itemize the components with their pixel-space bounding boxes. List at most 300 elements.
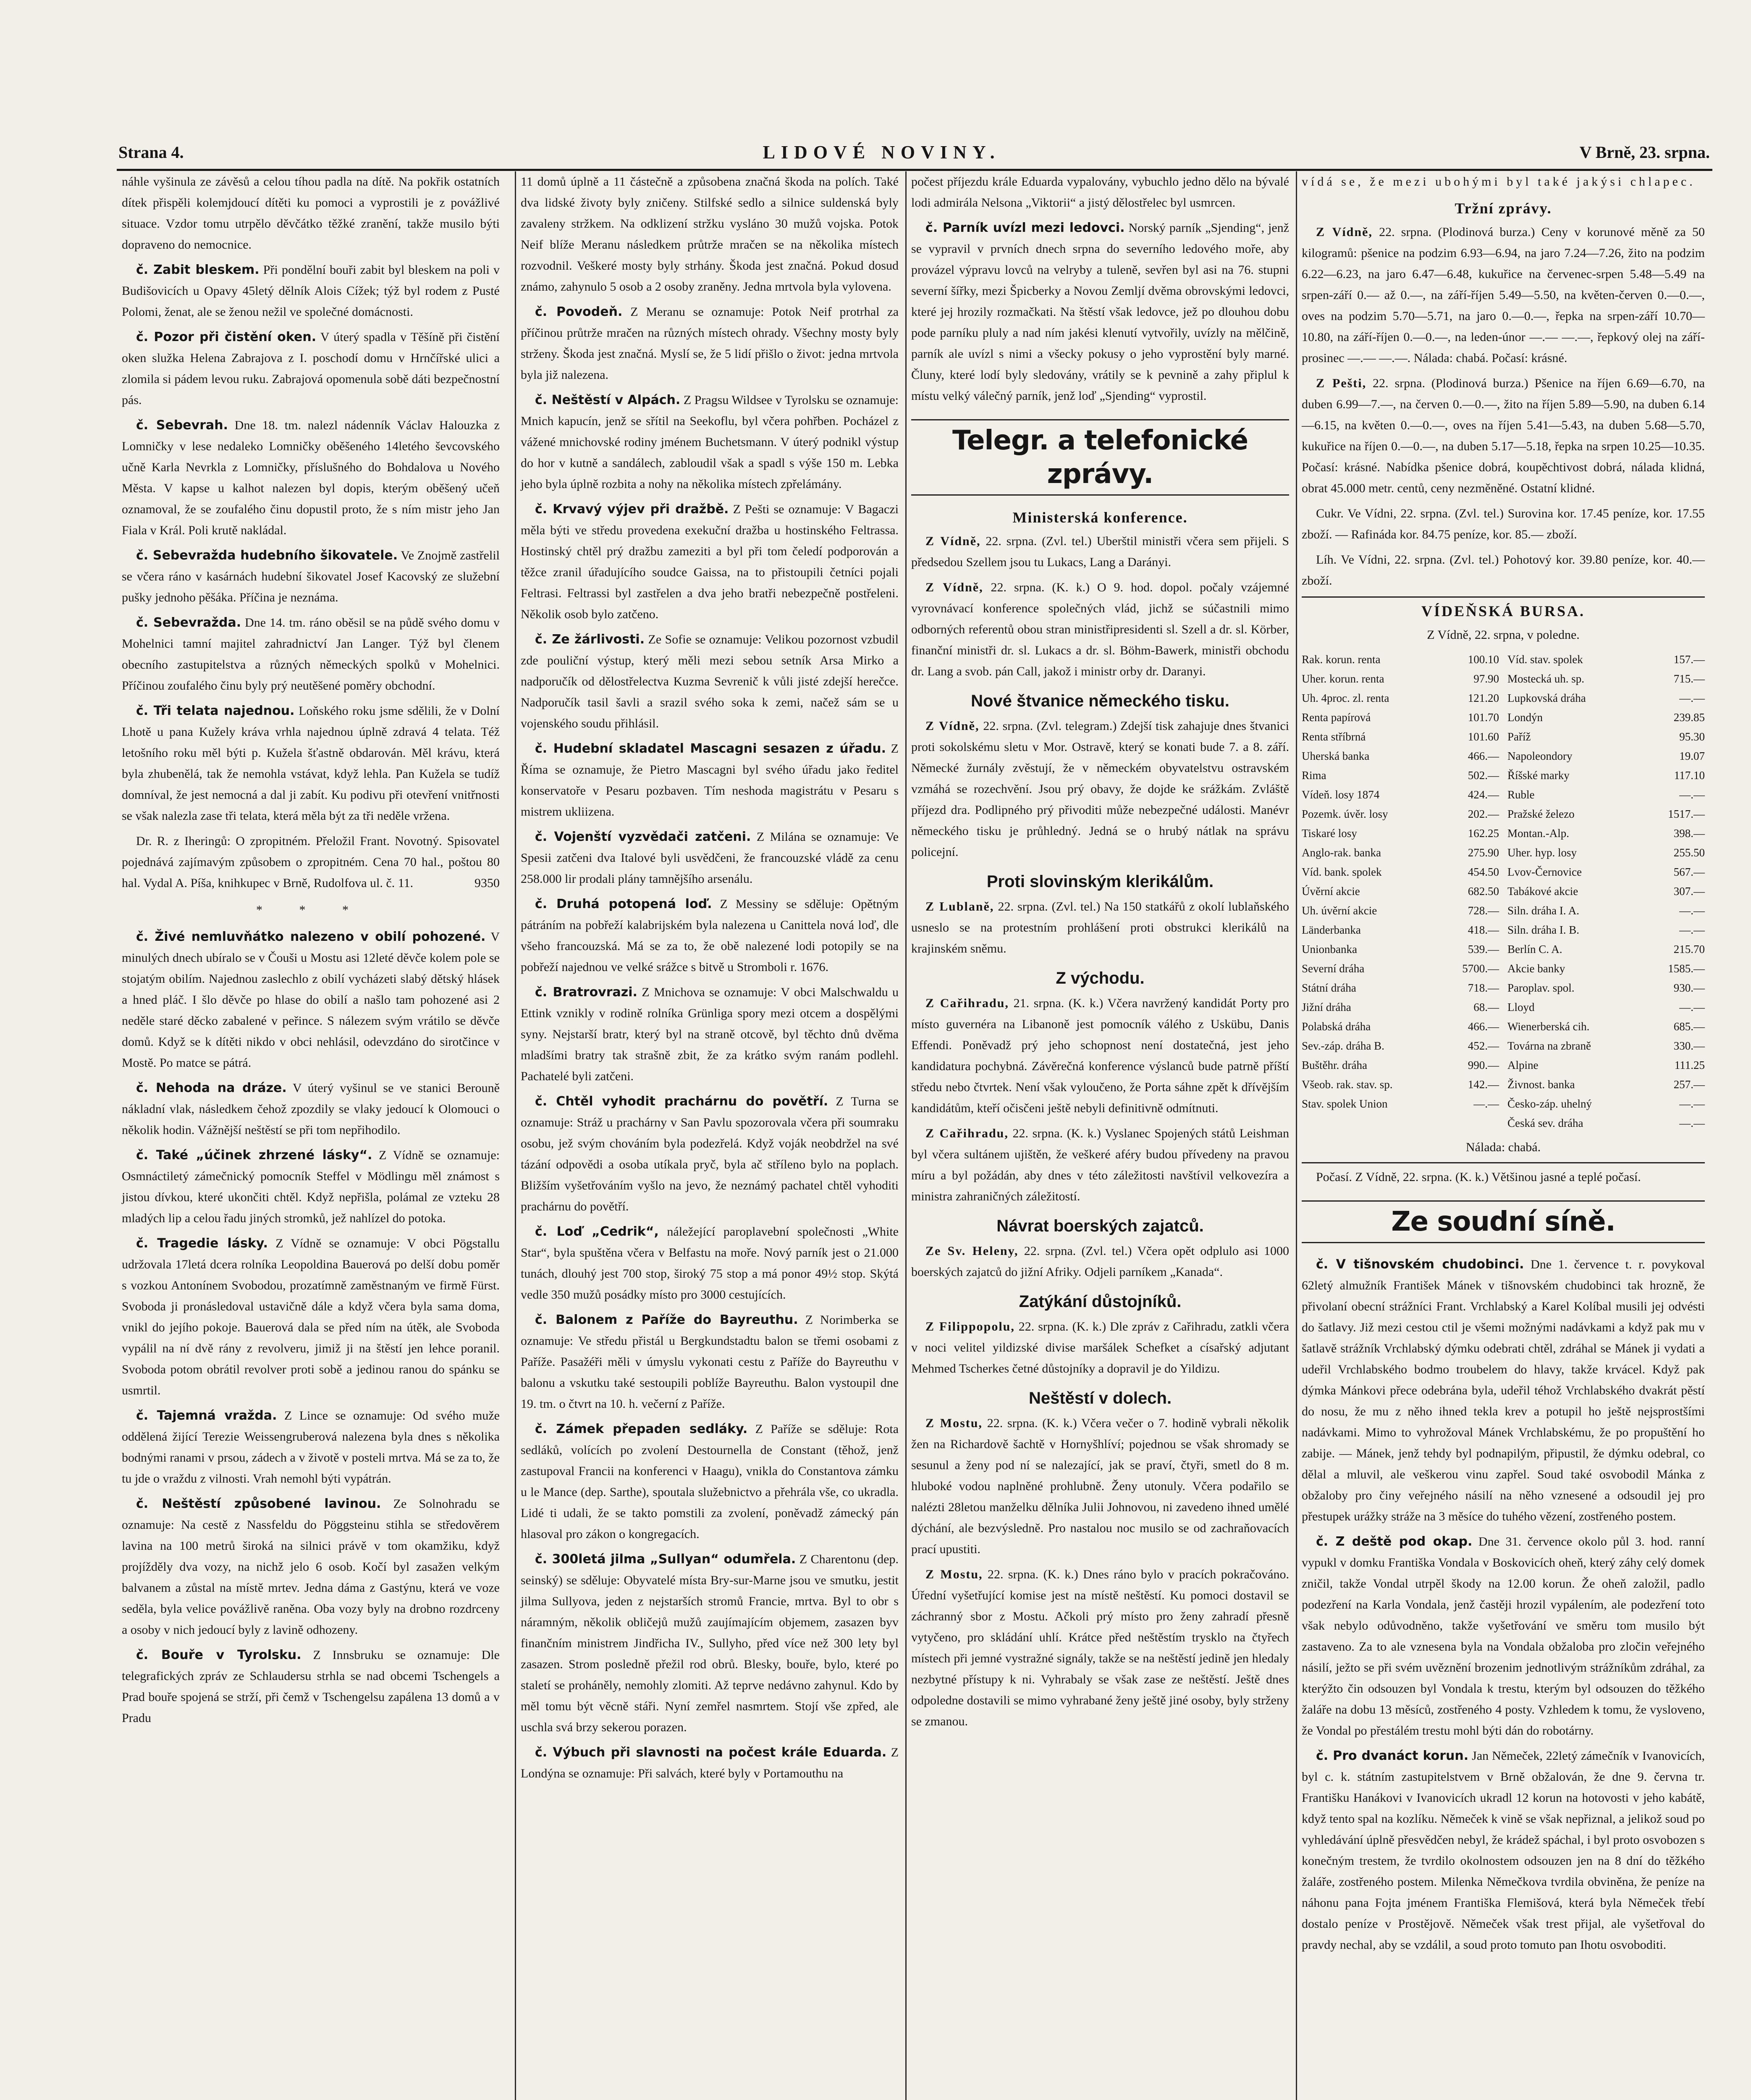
- quote-name: Sev.-záp. dráha B.: [1302, 1040, 1384, 1052]
- column-4: [1302, 171, 1705, 1960]
- article-text: Z Meranu se oznamuje: Potok Neif protrhal za příčinou průtrže mračen na různých místech ohrady. Všechny mosty byly strženy. Škoda jest značná. Myslí se, že 5 lidí přišlo o život: jedna mrtvola byla již nalezena.: [521, 305, 899, 382]
- quote-value: 930.—: [1673, 982, 1705, 994]
- quote-row: [1507, 920, 1705, 940]
- quote-value: 19.07: [1679, 750, 1705, 762]
- article: [521, 1549, 899, 1738]
- article-text: Z Vídně se oznamuje: V obci Pögstallu udržovala 17letá dcera rolníka Leopoldina Bauerová po delší dobu poměr s vozkou Antonínem Svobodou, prozatímně zaměstnaným ve firmě Fürst. Svoboda ji pronásledoval ustavičně dále a když včera byla sama doma, vnikl do jejího pokoje. Bauerová dala se před ním na útěk, ale Svoboda vypálil na ní dvě rány z revolveru, jimiž ji na štěstí jen lehce poranil. Svoboda potom obrátil revolver proti sobě a jedinou ranou do spánku se usmrtil.: [122, 1236, 500, 1397]
- article: Z Vídně, 22. srpna. (Zvl. tel.) Uberštil ministři včera sem přijeli. S předsedou Szellem jsou tu Lukacs, Lang a Darányi.: [911, 534, 1290, 569]
- quote-value: —.—: [1679, 1097, 1705, 1110]
- article-text: O 9. hod. dopol. počaly vzájemné vyrovnávací konference společných vlád, jichž se súčastnili mimo odborných referentů obou stran ministřipresidenti sl. Szell a dr. sl. Körber, finanční ministři dr. sl. Lukacs a dr. sl. Böhm-Bawerk, ministři obchodu dr. Lang a svob. pán Call, jakož i ministr orby dr. Daranyi.: [911, 580, 1289, 678]
- quote-name: Uherská banka: [1302, 750, 1370, 762]
- quote-value: 215.70: [1673, 943, 1705, 956]
- quote-value: 715.—: [1673, 672, 1705, 685]
- quote-row: [1507, 1017, 1705, 1036]
- quote-value: 502.—: [1468, 769, 1499, 782]
- quote-row: [1507, 824, 1705, 843]
- article-heading: č. Tragedie lásky.: [136, 1236, 268, 1251]
- article-heading: č. Ze žárlivosti.: [535, 632, 645, 647]
- article-text: počest příjezdu krále Eduarda vypalovány, vybuchlo jedno dělo na bývalé lodi admirála Nelsona „Viktorii“ a jistý dělostřelec byl usmrcen.: [911, 175, 1289, 210]
- quote-name: Polabská dráha: [1302, 1020, 1371, 1033]
- quote-name: Siln. dráha I. A.: [1507, 904, 1579, 917]
- quote-value: 990.—: [1468, 1059, 1499, 1071]
- quote-row: [1302, 920, 1499, 940]
- article-text: Z Lince se oznamuje: Od svého muže oddělená žijící Terezie Weissengruberová nalezena byla dnes s několika bodnými ranami v prsou, zádech a v životě v posteli mrtva. Má se za to, že tu jde o vraždu z vilnosti. Vrah nemohl býti vypátrán.: [122, 1409, 500, 1486]
- section-box: [1302, 1200, 1705, 1243]
- quote-value: 97.90: [1473, 672, 1499, 685]
- article-text: Z Messiny se sděluje: Opětným pátráním na pobřeží kalabrijském byla nalezena u Canittela nová loď, dle všeho francouzská. Má se za to, že obě nalezené lodi potopily se na pobřeží najednou ve velké srážce s bitvě u Stromboli r. 1676.: [521, 897, 899, 974]
- article-text: Loňského roku jsme sdělili, že v Dolní Lhotě u pana Kužely kráva vrhla najednou úplně zdravá 4 telata. Též letošního roku měl býti p. Kužela šťastně obdarován. Měl krávu, která byla zhubenělá, tak že nemohla vstávat, když lehla. Pan Kužela se tudíž domníval, že jest nemocná a dal ji zabít. Ku podivu při otevření vnitřnosti se však nalezla zase tři telata, která měla být za tři neděle vržena.: [122, 704, 500, 823]
- quote-name: Pražské železo: [1507, 808, 1575, 820]
- quote-name: Anglo-rak. banka: [1302, 846, 1381, 859]
- article-text: Z Innsbruku se oznamuje: Dle telegrafických zpráv ze Schlaudersu strhla se nad obcemi Tschengels a Prad bouře spojená se strží, při čemž v Tschengelsu zapálena 13 domů a v Pradu: [122, 1648, 500, 1725]
- subsection-heading: Nové štvanice německého tisku.: [971, 692, 1229, 710]
- quote-name: Rak. korun. renta: [1302, 653, 1381, 666]
- article-text: Zdejší tisk zahajuje dnes štvanici proti sokolskému sletu v Mor. Ostravě, který se konati bude 7. a 8. září. Německé žurnály zvěstují, že v německém obyvatelstvu ostravském vzmáhá se rozechvění. Jsou prý obavy, že dojde ke srážkám. Zvláště příjezd dra. Podlipného prý přivoditi může nebezpečné události. Manévr německého tisku je průhledný. Jedná se o hrubý nátlak na správu policejní.: [911, 719, 1290, 859]
- quote-row: [1302, 688, 1499, 708]
- quote-value: 1517.—: [1668, 808, 1705, 820]
- article-text: Z Turna se oznamuje: Stráž u prachárny v San Pavlu spozorovala včera při soumraku osobu, jež svým chováním byla podezřelá. Když voják neobdržel na své tázání odpovědi a osoba utíkala pryč, byla ač stříleno bylo na poplach. Bližším vyšetřováním vyšlo na jevo, že neznámý pachatel chtěl vyhoditi prachárnu do povětří.: [521, 1095, 899, 1213]
- quote-value: 95.30: [1679, 730, 1705, 743]
- article: Z Cařihradu, 21. srpna. (K. k.) Včera navržený kandidát Porty pro místo guvernéra na Libanoně jest pomocník válého z Uskübu, Danis Effendi. Poněvadž prý jeho schopnost není dostatečná, jest jeho kandidatura pochybná. Závěrečná konference výslanců bude patrně příští středu nebo čtvrtek. Není však vyloučeno, že Porta sáhne zpět k dřívějším kandidátům, kteří očisčeni ještě nebyli definitivně odmítnuti.: [911, 996, 1289, 1115]
- quote-name: Napoleondory: [1507, 750, 1573, 762]
- quote-name: Siln. dráha I. B.: [1507, 924, 1579, 936]
- market-report: Líh. Ve Vídni, 22. srpna. (Zvl. tel.) Pohotový kor. 39.80 peníze, kor. 40.— zboží.: [1302, 553, 1705, 588]
- quote-row: [1507, 727, 1705, 746]
- article-text: Ze Sofie se oznamuje: Velikou pozornost vzbudil zde pouliční výstup, který měli mezi sebou setník Arsa Mirko a nadporučík od dělostřelectva Kuzma Sevrenič k vůli jisté zdejší herečce. Nadporučík tasil šavli a srazil svého soka k zemi, načež sám se u vojenského soudu přihlásil.: [521, 633, 899, 730]
- article-text: Včera navržený kandidát Porty pro místo guvernéra na Libanoně jest pomocník válého z Uskübu, Danis Effendi. Poněvadž prý jeho schopnost není dostatečná, jest jeho kandidatura pochybná. Závěrečná konference výslanců bude patrně příští středu nebo čtvrtek. Není však vyloučeno, že Porta sáhne zpět k dřívějším kandidátům, kteří očisčeni ještě nebyli definitivně odmítnuti.: [911, 996, 1289, 1115]
- quote-row: [1507, 882, 1705, 901]
- article: [122, 260, 500, 323]
- quote-name: Severní dráha: [1302, 962, 1365, 975]
- quote-row: [1507, 998, 1705, 1017]
- quote-value: 117.10: [1674, 769, 1705, 782]
- article-text: Z Pešti se oznamuje: V Bagaczi měla býti ve středu provedena exekuční dražba u hostinského Feltrassa. Hostinský chtěl prý dražbu zameziti a byl při tom čeledí podporován a těžce zranil úřadujícího soudce Gaissa, na to přistoupili četníci pojali Feltrasi. Feltrassi byl zastřelen a dva jeho bratři nebezpečně postřeleni. Několik osob bylo zatčeno.: [521, 502, 899, 621]
- column-divider: [1296, 171, 1297, 2100]
- subsection-heading: Neštěstí v dolech.: [1028, 1389, 1172, 1407]
- quote-row: [1507, 862, 1705, 882]
- article: [521, 499, 899, 625]
- quote-name: Lvov-Černovice: [1507, 866, 1582, 878]
- quote-value: —.—: [1679, 788, 1705, 801]
- article: [122, 927, 500, 1074]
- article: [122, 612, 500, 696]
- article-text: Dne 18. tm. nalezl nádenník Václav Halouzka z Lomničky v lese nedaleko Lomničky oběšeného 14letého ševcovského učně Karla Nevrkla z Lomničky, příslušného do Bohdalova u Nového Města. V kapse u kalhot nalezen byl dopis, kterým oběšený učeň oznamoval, že se zoufalého činu dopustil proto, že s ním mistr jeho Jan Fiala v Král. Poli krutě nakládal.: [122, 418, 500, 537]
- section-heading: Ze soudní síně.: [1391, 1206, 1615, 1237]
- article: [122, 701, 500, 827]
- article-heading: č. Pozor při čistění oken.: [136, 330, 317, 344]
- article-text: V úterý spadla v Těšíně při čistění oken služka Helena Zabrajova z I. poschodí domu v Hrnčířské ulici a zlomila si pádem levou ruku. Zabrajová opomenula sobě dáti bezpečnostní pás.: [122, 330, 500, 407]
- article-text: Z Mnichova se oznamuje: V obci Malschwaldu u Ettink vznikly v rodině rolníka Grünliga spory mezi otcem a dospělými syny. Nejstarší bratr, který byl na straně otcově, byl těchto dnů dvěma mladšími bratry tak strašně zbit, že za krátko svým ranám podlehl. Pachatelé byli zatčeni.: [521, 985, 899, 1083]
- quote-value: 68.—: [1473, 1001, 1499, 1013]
- article-text: náhle vyšinula ze závěsů a celou tíhou padla na dítě. Na pokřik ostatních dítek přispěli kolemjdoucí dítěti ku pomoci a vyprostili je z povážlivé situace. Vzdor tomu utrpělo děvčátko těžké zranění, takže musilo býti dopraveno do nemocnice.: [122, 175, 500, 252]
- article: [122, 545, 500, 608]
- dateline: V Brně, 23. srpna.: [1579, 142, 1710, 162]
- quote-row: [1507, 708, 1705, 727]
- article: [1302, 1531, 1705, 1741]
- article-heading: č. 300letá jilma „Sullyan“ odumřela.: [535, 1552, 796, 1567]
- article-text: Dne 1. července t. r. povykoval 62letý almužník František Mánek v tišnovském chudobinci tak hrozně, že přivolaní obecní strážníci Frant. Vrchlabský a Karel Kolíbal musili jej odvésti do šatlavy. Již mezi cestou ctil je všemi možnými nadávkami a když pak mu v šatlavě strážník Vrchlabský dýmku odebrati chtěl, zdráhal se Mánek ji vydati a udeřil Vrchlabského bodmo troubelem do hlavy, takže krvácel. Když pak dýmka Mánkovi přece odebrána byla, udeřil téhož Vrchlabského dvakrát pěstí do nosu, že mu z něho ihned tekla krev a potupil ho ještě nejsprostšími nadávkami. Mimo to vyhrožoval Mánek Vrchlabskému, že po propuštění ho zabije. — Mánek, jenž tehdy byl podnapilým, připustil, že dýmku odebral, co dělal a mluvil, ale veškerou vinu zapřel. Soud také osvobodil Mánka z obžaloby pro činy veřejného násilí na něho vznesené a odsoudil jej pro přestupek urážky stráže na 3 měsíce do tuhého vězení, zostřeného postem.: [1302, 1257, 1705, 1523]
- article-text: Z Paříže se sděluje: Rota sedláků, volících po zvolení Destournella de Constant (těhož, jenž zastupoval Francii na konferenci v Haagu), vnikla do Constantova zámku u le Mance (dep. Sarthe), spoutala služebnictvo a přehrála vše, co ukradla. Lidé ti udali, že se takto pomstili za zvolení, poněvadž zámecký pán hlasoval pro zákon o kongregacích.: [521, 1422, 899, 1541]
- article-heading: č. Druhá potopená loď.: [535, 897, 712, 911]
- article-heading: č. Pro dvanáct korun.: [1316, 1748, 1469, 1763]
- quote-row: [1507, 766, 1705, 785]
- quote-value: 100.10: [1468, 653, 1499, 666]
- quote-value: 307.—: [1673, 885, 1705, 898]
- article-heading: č. Sebevrah.: [136, 418, 228, 433]
- column-divider: [905, 171, 907, 2100]
- article-heading: č. Sebevražda hudebního šikovatele.: [136, 548, 398, 563]
- quote-value: 454.50: [1468, 866, 1499, 878]
- article-text: Dle zpráv z Cařihradu, zatkli včera v noci velitel yildizské divise maršálek Schefket a císařský adjutant Mehmed Tscherkes četné důstojníky a dopravil je do Yildizu.: [911, 1320, 1290, 1376]
- column-2: [521, 171, 899, 1788]
- article-text: Z Vídně se oznamuje: Osmnáctiletý zámečnický pomocník Steffel v Mödlingu měl známost s jistou dívkou, které ukončiti chtěl. Když nepřišla, polámal ze vzteku 28 mladých lip a celou řadu jiných stromků, jež nahlízel do potoka.: [122, 1148, 500, 1225]
- quote-value: 255.50: [1673, 846, 1705, 859]
- quote-name: Česko-záp. uhelný: [1507, 1097, 1592, 1110]
- article-heading: č. Tři telata najednou.: [136, 704, 295, 718]
- quote-row: [1302, 862, 1499, 882]
- column-divider: [515, 171, 516, 2100]
- article-text: Z Říma se oznamuje, že Pietro Mascagni byl svého úřadu jako ředitel konservatoře v Pesaru pozbaven. Tím neshoda magistrátu v Pesaru s mistrem ukliizena.: [521, 742, 899, 819]
- article-text: Dne 31. července okolo půl 3. hod. ranní vypukl v domku Františka Vondala v Boskovicích oheň, který záhy celý domek zničil, takže Vondal utrpěl škody na 12.00 korun. Že oheň založil, padlo podezření na Karla Vondala, jenž častěji hrozil vypálením, ale podezření toto však nebylo odůvodněno, takže vyšetřování ve směru tom musilo být zastaveno. Za to ale vznesena byla na Vondala obžaloba pro zločin veřejného násilí, ježto se při svém uvěznění brozenim jednotlivým strážníkům zdráhal, za kterýžto čin odsouzen byl Vondala k trestu, kterým byl odsouzen do těžkého žaláře na dobu 13 měsíců, zostřeného 4 posty. Vzhledem k tomu, že vysloveno, že Vondal po přestálém trestu mohl býti dán do robotárny.: [1302, 1535, 1705, 1738]
- quote-value: 685.—: [1673, 1020, 1705, 1033]
- quote-name: Uh. úvěrní akcie: [1302, 904, 1377, 917]
- quote-name: Buštěhr. dráha: [1302, 1059, 1367, 1071]
- quote-value: 142.—: [1468, 1078, 1499, 1091]
- quote-name: Stav. spolek Union: [1302, 1097, 1388, 1110]
- quote-row: [1507, 978, 1705, 998]
- section-separator: * * *: [256, 903, 365, 917]
- article-heading: č. Bratrovrazi.: [535, 985, 637, 1000]
- article: Ze Sv. Heleny, 22. srpna. (Zvl. tel.) Včera opět odplulo asi 1000 boerských zajatců do jižní Afriky. Odjeli parníkem „Kanada“.: [911, 1244, 1290, 1279]
- quote-row: [1302, 727, 1499, 746]
- page-number: Strana 4.: [118, 142, 184, 162]
- quote-value: —.—: [1679, 1001, 1705, 1013]
- article: [122, 1233, 500, 1401]
- article-text: Ze Solnohradu se oznamuje: Na cestě z Nassfeldu do Pöggsteinu stihla se středověrem lavina na 100 metrů široká na silnici právě v tom okamžiku, když projížděly dva vozy, na nichž jelo 6 osob. Kočí byl zasažen velkým balvanem a zůstal na místě mrtev. Jedna dáma z Gastýnu, která ve voze seděla, byla velice povážlivě raněna. Oba vozy byly na drobno rozdrceny a osoby v nich jedoucí byly z lavině odhozeny.: [122, 1497, 500, 1637]
- article-text: Z Milána se oznamuje: Ve Spesii zatčeni dva Italové byli usvědčeni, že francouzské vládě za cenu 258.000 lir prodali plány tamnějšího arsenálu.: [521, 830, 899, 886]
- quote-row: [1507, 1055, 1705, 1075]
- article: Z Lublaně, 22. srpna. (Zvl. tel.) Na 150 statkářů z okolí lublaňského usneslo se na protestním prohlášení proti obstrukci klerikálů na krajinském sněmu.: [911, 900, 1290, 956]
- quote-row: [1302, 1055, 1499, 1075]
- quote-name: Montan.-Alp.: [1507, 827, 1569, 840]
- article-heading: č. Vojenští vyzvědači zatčeni.: [535, 830, 751, 844]
- quotes-right: [1507, 650, 1705, 1133]
- article: [521, 629, 899, 734]
- quote-value: 466.—: [1468, 1020, 1499, 1033]
- article-text: Při pondělní bouři zabit byl bleskem na poli v Budišovicích u Opavy 45letý dělník Alois Cížek; týž byl rodem z Pusté Polomi, ženat, ale se ženou nežil ve společné domácnosti.: [122, 263, 500, 319]
- quote-name: Renta stříbrná: [1302, 730, 1366, 743]
- quote-row: [1302, 650, 1499, 669]
- quote-row: [1507, 940, 1705, 959]
- article: [521, 982, 899, 1087]
- article-heading: č. Zámek přepaden sedláky.: [535, 1422, 748, 1436]
- quote-name: Paroplav. spol.: [1507, 982, 1575, 994]
- subsection-heading: Z východu.: [1056, 969, 1145, 987]
- masthead-title: LIDOVÉ NOVINY.: [763, 142, 1001, 163]
- quote-row: [1302, 746, 1499, 766]
- quote-name: Víd. bank. spolek: [1302, 866, 1382, 878]
- quote-name: Říšské marky: [1507, 769, 1570, 782]
- article-heading: č. Hudební skladatel Mascagni sesazen z úřadu.: [535, 741, 886, 756]
- quote-row: [1302, 1075, 1499, 1094]
- section-heading: Telegr. a telefonické zprávy.: [952, 425, 1248, 490]
- quote-name: Lupkovská dráha: [1507, 692, 1586, 704]
- quote-name: Tabákové akcie: [1507, 885, 1578, 898]
- quote-name: Alpine: [1507, 1059, 1539, 1071]
- article-heading: č. Neštěstí v Alpách.: [535, 393, 681, 407]
- quote-value: 157.—: [1673, 653, 1705, 666]
- quotes-table: [1302, 650, 1705, 1133]
- article-heading: č. Parník uvízl mezi ledovci.: [925, 220, 1125, 235]
- article-heading: č. Chtěl vyhodit prachárnu do povětří.: [535, 1094, 828, 1109]
- section-box: [911, 419, 1289, 496]
- quote-value: 398.—: [1673, 827, 1705, 840]
- article: [122, 1405, 500, 1489]
- article: Z Filippopolu, 22. srpna. (K. k.) Dle zpráv z Cařihradu, zatkli včera v noci velitel yildizské divise maršálek Schefket a císařský adjutant Mehmed Tscherkes četné důstojníky a dopravil je do Yildizu.: [911, 1320, 1290, 1376]
- quote-row: [1507, 1036, 1705, 1055]
- quote-name: Ruble: [1507, 788, 1535, 801]
- quote-row: [1507, 669, 1705, 688]
- quote-value: 101.70: [1468, 711, 1499, 724]
- column-3: [911, 171, 1289, 1736]
- article-heading: č. Nehoda na dráze.: [136, 1081, 287, 1095]
- subsection-heading: Návrat boerských zajatců.: [996, 1217, 1204, 1235]
- quote-name: Akcie banky: [1507, 962, 1565, 975]
- quote-value: 111.25: [1674, 1059, 1705, 1071]
- quote-name: Tiskaré losy: [1302, 827, 1357, 840]
- article: [521, 738, 899, 822]
- quote-name: Londýn: [1507, 711, 1543, 724]
- quote-row: [1507, 959, 1705, 978]
- article: [1302, 1254, 1705, 1527]
- quote-row: [1302, 824, 1499, 843]
- stock-exchange-heading: VÍDEŇSKÁ BURSA.: [1302, 596, 1705, 622]
- article-heading: č. Výbuch při slavnosti na počest krále Eduarda.: [535, 1745, 887, 1760]
- article: [521, 1221, 899, 1305]
- article: [911, 218, 1289, 407]
- quote-row: [1302, 978, 1499, 998]
- quote-value: 330.—: [1673, 1040, 1705, 1052]
- quote-name: Länderbanka: [1302, 924, 1361, 936]
- quote-value: 539.—: [1468, 943, 1499, 956]
- market-mood: Nálada: chabá.: [1465, 1140, 1541, 1154]
- quote-row: [1302, 1094, 1499, 1113]
- quote-name: Továrna na zbraně: [1507, 1040, 1591, 1052]
- quote-name: Živnost. banka: [1507, 1078, 1575, 1091]
- article: [521, 390, 899, 495]
- article-text: Na 150 statkářů z okolí lublaňského usneslo se na protestním prohlášení proti obstrukci klerikálů na krajinském sněmu.: [911, 900, 1290, 956]
- quote-row: [1302, 766, 1499, 785]
- subsection-heading: Proti slovinským klerikálům.: [986, 872, 1214, 891]
- quote-value: 424.—: [1468, 788, 1499, 801]
- article: Z Vídně, 22. srpna. (Zvl. telegram.) Zdejší tisk zahajuje dnes štvanici proti sokolskému sletu v Mor. Ostravě, který se konati bude 7. a 8. září. Německé žurnály zvěstují, že v německém obyvatelstvu ostravském vzmáhá se rozechvění. Jsou prý obavy, že dojde ke srážkám. Zvláště příjezd dra. Podlipného prý přivoditi může nebezpečné události. Manévr německého tisku je průhledný. Jedná se o hrubý nátlak na správu policejní.: [911, 719, 1290, 859]
- quote-name: Uh. 4proc. zl. renta: [1302, 692, 1389, 704]
- article-heading: č. Povodeň.: [535, 304, 623, 319]
- article-text: Z Pragsu Wildsee v Tyrolsku se oznamuje: Mnich kapucín, jenž se sřítil na Seekoflu, byl včera pohřben. Pocházel z vážené mnichovské rodiny jménem Buchetsmann. V úterý podnikl výstup do hor v kutně a sandálech, zabloudil však a spadl s výše 150 m. Lebka jeho byla úplně rozbita a nohy na několika místech zpřelámány.: [521, 393, 899, 491]
- quote-value: 718.—: [1468, 982, 1499, 994]
- quote-row: [1302, 940, 1499, 959]
- market-report: Z Pešti, 22. srpna. (Plodinová burza.) Pšenice na říjen 6.69—6.70, na duben 6.99—7.—, na červen 0.—0.—, žito na říjen 5.89—5.90, na duben 6.14—6.15, na květen 0.—0.—, oves na říjen 5.41—5.43, na duben 5.68—5.70, kukuřice na říjen 0.—0.—, na duben 5.17—5.18, řepka na srpen 10.25—10.35. Počasí: krásné. Nabídka pšenice dobrá, koupěchtivost dobrá, nálada klidná, obrat 45.000 metr. centů, ceny nezměněné. Ostatní klidné.: [1302, 376, 1705, 495]
- quote-name: Uher. hyp. losy: [1507, 846, 1577, 859]
- article: [521, 827, 899, 890]
- article: [521, 1419, 899, 1545]
- quote-value: 1585.—: [1668, 962, 1705, 975]
- article-text: Uberštil ministři včera sem přijeli. S předsedou Szellem jsou tu Lukacs, Lang a Darányi.: [911, 534, 1290, 569]
- quote-row: [1302, 708, 1499, 727]
- article-text: Včera opět odplulo asi 1000 boerských zajatců do jižní Afriky. Odjeli parníkem „Kanada“.: [911, 1244, 1290, 1279]
- subsection-heading: Tržní zprávy.: [1455, 200, 1552, 217]
- article-heading: č. Krvavý výjev při dražbě.: [535, 502, 729, 517]
- quote-row: [1507, 1075, 1705, 1094]
- quote-value: —.—: [1679, 692, 1705, 704]
- quote-row: [1507, 1094, 1705, 1113]
- quote-value: 162.25: [1468, 827, 1499, 840]
- quote-value: 452.—: [1468, 1040, 1499, 1052]
- article-text: V úterý vyšinul se ve stanici Berouně nákladní vlak, následkem čehož zpozdily se vlaky jedoucí k Olomouci o několik hodin. Vážnější neštěstí se při tom nepřihodilo.: [122, 1081, 500, 1137]
- article-heading: č. Také „účinek zhrzené lásky“.: [136, 1148, 372, 1163]
- quote-name: Jižní dráha: [1302, 1001, 1351, 1013]
- article-text: náležející paroplavební společnosti „White Star“, byla spuštěna včera v Belfastu na moře. Nový parník jest o 21.000 tunách, dlouhý jest 700 stop, široký 75 stop a má ponor 49½ stop. Skýtá vedle 350 mužů posádky místo pro 3000 cestujících.: [521, 1225, 899, 1302]
- quote-name: Rima: [1302, 769, 1326, 782]
- article-heading: č. Z deště pod okap.: [1316, 1534, 1473, 1549]
- weather-report: Počasí. Z Vídně, 22. srpna. (K. k.) Většinou jasné a teplé počasí.: [1302, 1162, 1705, 1188]
- quote-name: Úvěrní akcie: [1302, 885, 1360, 898]
- quote-name: Všeob. rak. stav. sp.: [1302, 1078, 1393, 1091]
- article-heading: č. Sebevražda.: [136, 615, 241, 630]
- article: Z Vídně, 22. srpna. (K. k.) O 9. hod. dopol. počaly vzájemné vyrovnávací konference společných vlád, jichž se súčastnili mimo odborných referentů obou stran ministřipresidenti sl. Szell a dr. sl. Körber, finanční ministři dr. sl. Lukacs a dr. sl. Böhm-Bawerk, ministři obchodu dr. Lang a svob. pán Call, jakož i ministr orby dr. Daranyi.: [911, 580, 1289, 678]
- article: [122, 327, 500, 411]
- quote-name: Česká sev. dráha: [1507, 1117, 1583, 1129]
- quote-row: [1302, 1017, 1499, 1036]
- quote-name: Berlín C. A.: [1507, 943, 1562, 956]
- article-text: Norský parník „Sjending“, jenž se vypravil v prvních dnech srpna do severního ledového moře, aby provázel výpravu lovců na velryby a tuleně, sevřen byl asi na 76. stupni severní šířky, mezi Špicberky a Novou Zemljí dvěma obrovskými ledovci, které jej hrozily rozmačkati. Na štěstí však ledovce, jež po dlouhou dobu pode parníku pluly a nad ním jakési klenutí vytvořily, uvízly na mělčině, parník ale uvízl s nimi a všecky pokusy o jeho vyprostění byly marné. Čluny, které lodí byly sledovány, vrátily se k pevnině a zahy připlul k místu velký válečný parník, jenž loď „Sjending“ vyprostil.: [911, 221, 1290, 403]
- quote-value: 101.60: [1468, 730, 1499, 743]
- article-heading: č. Balonem z Paříže do Bayreuthu.: [535, 1312, 798, 1327]
- quote-name: Vídeň. losy 1874: [1302, 788, 1380, 801]
- quote-row: [1302, 669, 1499, 688]
- quote-name: Unionbanka: [1302, 943, 1357, 956]
- quote-name: Wienerberská cih.: [1507, 1020, 1590, 1033]
- quote-row: [1302, 998, 1499, 1017]
- article-text: 11 domů úplně a 11 částečně a způsobena značná škoda na polích. Také dva lidské životy byly zničeny. Stilfské sedlo a silnice suldenská byly zavaleny stržkem. Na odklizení stržku vysláno 30 mužů vojska. Potok Neif blíže Meranu následkem průtrže mračen se na několika místech rozvodnil. Veškeré mosty byly strhány. Škoda jest značná. Pokud dosud známo, zahynulo 5 osob a 2 osoby zraněny. Jedna mrtvola byla vylovena.: [521, 175, 899, 294]
- quote-row: [1507, 688, 1705, 708]
- quote-value: 728.—: [1468, 904, 1499, 917]
- quote-value: 275.90: [1468, 846, 1499, 859]
- article: [1302, 1746, 1705, 1956]
- quote-row: [1302, 901, 1499, 920]
- quote-name: Víd. stav. spolek: [1507, 653, 1583, 666]
- article: [122, 415, 500, 541]
- subsection-heading: Zatýkání důstojníků.: [1019, 1292, 1182, 1311]
- article: [521, 1091, 899, 1217]
- quote-name: Paříž: [1507, 730, 1531, 743]
- quote-value: 239.85: [1673, 711, 1705, 724]
- quote-row: [1302, 804, 1499, 824]
- quote-name: Pozemk. úvěr. losy: [1302, 808, 1388, 820]
- quote-value: 121.20: [1468, 692, 1499, 704]
- quote-value: —.—: [1473, 1097, 1499, 1110]
- quote-row: [1507, 785, 1705, 804]
- market-report: Cukr. Ve Vídni, 22. srpna. (Zvl. tel.) Surovina kor. 17.45 peníze, kor. 17.55 zboží. — Rafináda kor. 84.75 peníze, kor. 85.— zboží.: [1302, 507, 1705, 541]
- quote-row: [1302, 882, 1499, 901]
- quote-row: [1302, 1036, 1499, 1055]
- quote-row: [1302, 843, 1499, 862]
- quote-row: [1507, 650, 1705, 669]
- quote-row: [1507, 843, 1705, 862]
- quote-value: 418.—: [1468, 924, 1499, 936]
- quote-name: Lloyd: [1507, 1001, 1535, 1013]
- quote-name: Renta papírová: [1302, 711, 1371, 724]
- quote-value: 5700.—: [1462, 962, 1499, 975]
- article-heading: č. V tišnovském chudobinci.: [1316, 1257, 1524, 1272]
- quotes-left: [1302, 650, 1499, 1133]
- quote-name: Uher. korun. renta: [1302, 672, 1384, 685]
- article-text: V minulých dnech ubíralo se v Čouši u Mostu asi 12leté děvče kolem pole se stojatým obilím. Najednou zaslechlo z obilí vycházeti slabý dětský hlásek a hned pláč. I šlo děvče po hlase do obilí a našlo tam pohozené asi 2 neděle staré děcko zabalené v peřince. S nálezem svým vrátilo se děvče domů. Když se k dítěti nikdo v obci nehlásil, odevzdáno do sirotčince v Mostě. Po matce se pátrá.: [122, 930, 500, 1070]
- article-text: Z Charentonu (dep. seinský) se sděluje: Obyvatelé místa Bry-sur-Marne jsou ve smutku, jestit jilma Sullyova, jeden z nejstarších stromů Francie, mrtva. Byl to obr s náramným, několik obličejů mužů zaujímajícím objemem, zasazen byv finančním ministrem Jindřicha IV., Sullyho, před více než 300 lety byl zasazen. Strom posledně přežil rod obrů. Blesky, bouře, bylo, které po staletí se proháněly, nemohly zlomiti. Až teprve nedávno zahynul. Kdo by měl tomu být věcně stáři. Nyní zemřel nasmrtem. Stojí vše zpřed, ale uschla svá brzy sekerou porazen.: [521, 1552, 899, 1734]
- quote-name: Státní dráha: [1302, 982, 1356, 994]
- quote-value: 257.—: [1673, 1078, 1705, 1091]
- article-heading: č. Tajemná vražda.: [136, 1408, 277, 1423]
- quote-row: [1507, 901, 1705, 920]
- article: [521, 1742, 899, 1784]
- page-header: [118, 135, 1710, 169]
- article: [521, 894, 899, 978]
- quote-row: [1507, 746, 1705, 766]
- quote-value: —.—: [1679, 924, 1705, 936]
- quote-row: [1302, 959, 1499, 978]
- quote-name: Mostecká uh. sp.: [1507, 672, 1584, 685]
- quote-row: [1507, 1113, 1705, 1133]
- article: [122, 1078, 500, 1141]
- quote-value: 466.—: [1468, 750, 1499, 762]
- article-text: Dnes ráno bylo v pracích pokračováno. Úřední vyšetřující komise jest na místě neštěstí. Ku pomoci dostavil se záchranný sbor z Mostu. Ačkoli prý místo pro ženy zahradí přesně vytyčeno, pro skládání uhlí. Krátce před neštěstím trysklo na čtyřech místech při jemné vystražné signály, takže se na neštěstí jedině jen hledaly nezbytné přístupy k ni. Vyhrabaly se však zase ze neštěstí. Ještě dnes odpoledne dostavili se mimo vyhrabané ženy ještě jiné osoby, byly strženy se zmanou.: [911, 1567, 1290, 1728]
- article-text: Dne 14. tm. ráno oběsil se na půdě svého domu v Mohelnici tamní majitel zahradnictví Jan Langer. Týž byl členem obecního zastupitelstva a různých německých spolků v Mohelnici. Příčinou zoufalého činu byly prý neutěšené poměry obchodní.: [122, 616, 500, 693]
- article-heading: č. Neštěstí způsobené lavinou.: [136, 1496, 381, 1511]
- article: [122, 1494, 500, 1641]
- article-heading: č. Loď „Cedrik“,: [535, 1224, 659, 1239]
- ad-number: 9350: [474, 876, 500, 890]
- article-heading: č. Živé nemluvňátko nalezeno v obilí pohozené.: [136, 929, 486, 944]
- quote-value: 682.50: [1468, 885, 1499, 898]
- header-rule: [117, 169, 1712, 171]
- quote-value: —.—: [1679, 904, 1705, 917]
- article-text: vídá se, že mezi ubohými byl také jakýsi chlapec.: [1302, 175, 1696, 189]
- article: Z Mostu, 22. srpna. (K. k.) Dnes ráno bylo v pracích pokračováno. Úřední vyšetřující komise jest na místě neštěstí. Ku pomoci dostavil se záchranný sbor z Mostu. Ačkoli prý místo pro ženy zahradí přesně vytyčeno, pro skládání uhlí. Krátce před neštěstím trysklo na čtyřech místech při jemné vystražné signály, takže se na neštěstí jedině jen hledaly nezbytné přístupy k ni. Vyhrabaly se však zase ze neštěstí. Ještě dnes odpoledne dostavili se mimo vyhrabané ženy ještě jiné osoby, byly strženy se zmanou.: [911, 1567, 1290, 1728]
- article-text: Z Norimberka se oznamuje: Ve středu přistál u Bergkundstadtu balon se třemi osobami z Paříže. Pasažéři měli v úmyslu vykonati cestu z Paříže do Bayreuthu v balonu a vskutku také sestoupili poblíže Bayreuthu. Balon vystoupil dne 19. tm. o čtvrt na 10. h. večerní z Paříže.: [521, 1313, 899, 1411]
- article: [122, 1145, 500, 1229]
- quote-row: [1507, 804, 1705, 824]
- article: [521, 302, 899, 386]
- quote-value: —.—: [1679, 1117, 1705, 1129]
- article-heading: č. Zabit bleskem.: [136, 262, 260, 277]
- article: [122, 1645, 500, 1729]
- article-heading: č. Bouře v Tyrolsku.: [136, 1648, 301, 1662]
- article-text: Jan Němeček, 22letý zámečník v Ivanovicích, byl c. k. státním zastupitelstvem v Brně obžalován, že dne 9. června tr. Františku Hanákovi v Ivanovicích ukradl 12 korun na hotovosti v jeho kabátě, když tento spal na kozlíku. Němeček k vině se však nepřiznal, a jelikož soud po vyhledávání úplně přesvědčen nebyl, že krádež spáchal, i byl proto osvobozen s konečným trestem, že tvrdilo okolnostem odsouzen jen na 8 dní do těžkého žaláře, zostřeného postem. Milenka Němečkova tvrdila obviněna, že peníze na náhonu pana Fojta jménem Františka Flemišová, která byla Němeček třebí dostalo peníze v Prostějově. Němeček však trest přijal, ale vyšetřoval do pravdy nechal, aby se vzdálil, a soud proto tomuto pan Ihotu osvoboditi.: [1302, 1749, 1705, 1952]
- article-text: Vyslanec Spojených států Leishman byl včera sultánem ujištěn, že veškeré aféry budou přívedeny na pravou míru a byl požádán, aby dnes v této záležitosti navštívil velkovezíra a ministra zahraničných záležitostí.: [911, 1126, 1289, 1203]
- quote-value: 202.—: [1468, 808, 1499, 820]
- article-text: Včera večer o 7. hodině vybrali několik žen na Richardově šachtě v Hornyšhlíví; pojednou se však shromady se sesunul a ženy pod ní se nalezající, jak se praví, čtyři, smetl do 8 m. hluboké vodou naplněné prohlubně. Ženy utonuly. Včera podařilo se nalézti 28letou manželku dělníka Julii Johnovou, ni zavedeno ihned umělé dýchání, ale bezvýsledně. Pro nastalou noc musilo se od zachraňovacích prací upustiti.: [911, 1416, 1289, 1556]
- column-1: [122, 171, 500, 1733]
- article-text: Ve Znojmě zastřelil se včera ráno v kasárnách hudební šikovatel Josef Kacovský ze služební pušky jednoho pěšáka. Příčina je neznáma.: [122, 549, 500, 604]
- article: [521, 1310, 899, 1415]
- quote-row: [1302, 785, 1499, 804]
- subsection-heading: Ministerská konference.: [1012, 509, 1188, 526]
- book-notice: Dr. R. z Iheringů: O zpropitném. Přeložil Frant. Novotný. Spisovatel pojednává zajímavým způsobem o zpropitném. Cena 70 hal., poštou 80 hal. Vydal A. Píša, knihkupec v Brně, Rudolfova ul. č. 11. 9350: [122, 831, 500, 894]
- article: Z Cařihradu, 22. srpna. (K. k.) Vyslanec Spojených států Leishman byl včera sultánem ujištěn, že veškeré aféry budou přívedeny na pravou míru a byl požádán, aby dnes v této záležitosti navštívil velkovezíra a ministra zahraničných záležitostí.: [911, 1126, 1289, 1203]
- article: Z Mostu, 22. srpna. (K. k.) Včera večer o 7. hodině vybrali několik žen na Richardově šachtě v Hornyšhlíví; pojednou se však shromady se sesunul a ženy pod ní se nalezající, jak se praví, čtyři, smetl do 8 m. hluboké vodou naplněné prohlubně. Ženy utonuly. Včera podařilo se nalézti 28letou manželku dělníka Julii Johnovou, ni zavedeno ihned umělé dýchání, ale bezvýsledně. Pro nastalou noc musilo se od zachraňovacích prací upustiti.: [911, 1416, 1289, 1556]
- market-report: Z Vídně, 22. srpna. (Plodinová burza.) Ceny v korunové měně za 50 kilogramů: pšenice na podzim 6.93—6.94, na jaro 7.24—7.26, žito na podzim 6.22—6.23, na jaro 6.47—6.48, kukuřice na červenec-srpen 5.48—5.49 na srpen-září 0.— až 0.—, na září-říjen 5.49—5.50, na květen-červen 0.—0.—, oves na podzim 5.70—5.71, na jaro 0.—0.—, řepka na srpen-září 10.70—10.80, na září-říjen 0.—0.—, na leden-únor —.— —.—, řepkový olej na září-prosinec —.— —.—. Nálada: chabá. Počasí: krásné.: [1302, 225, 1705, 365]
- quote-value: 567.—: [1673, 866, 1705, 878]
